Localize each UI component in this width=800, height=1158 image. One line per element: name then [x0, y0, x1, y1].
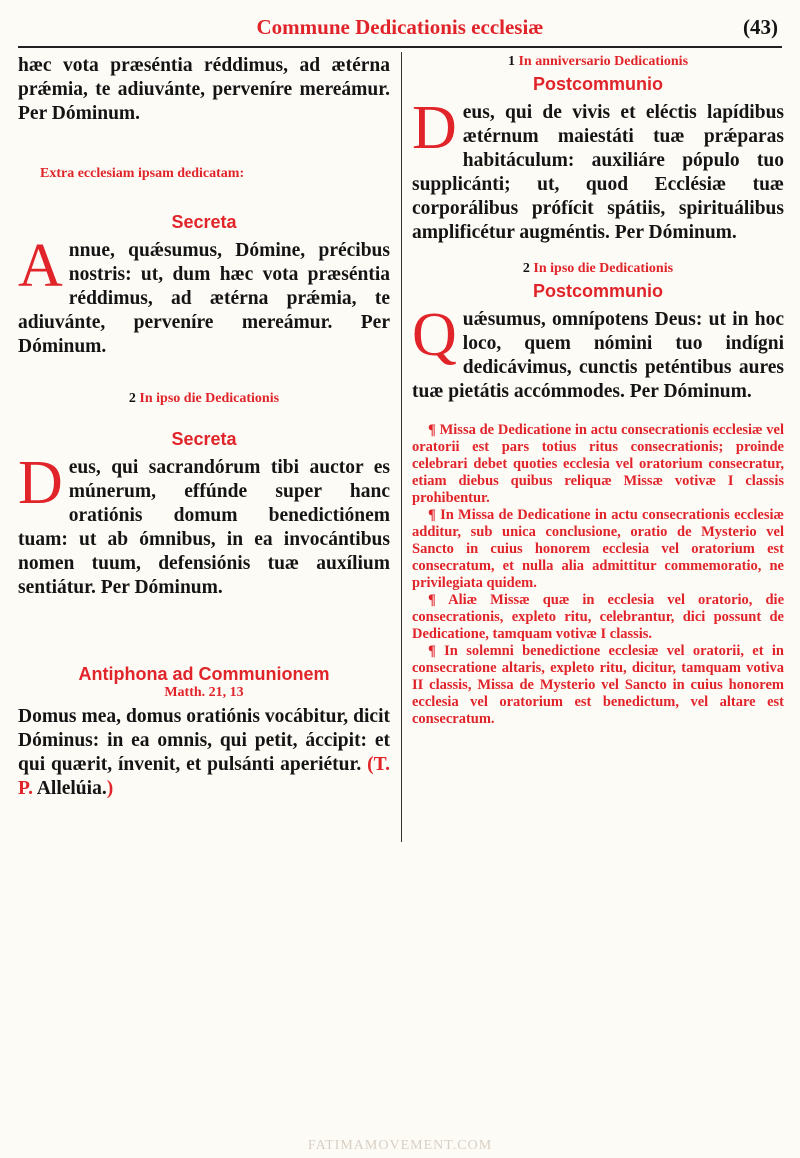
secreta-body-1: nnue, quǽsumus, Dómine, précibus nostris: ut, dum hæc vota præséntia réddimus, ad ætérna prǽmia, te adiuvánte, perveníre mereámur. Per Dóminum.: [18, 240, 390, 357]
antiphona-reference: Matth. 21, 13: [164, 685, 244, 700]
heading-label: In ipso die Dedicationis: [139, 391, 280, 406]
dropcap-q: Q: [412, 308, 457, 369]
page-number: (43): [743, 15, 778, 39]
heading-number: 1: [507, 54, 515, 69]
heading-anniversario: [412, 54, 784, 70]
heading-in-ipso-die-right: [412, 261, 784, 277]
heading-number: 2: [522, 261, 530, 276]
secreta-title-1: Secreta: [171, 212, 237, 232]
heading-in-ipso-die: [18, 391, 390, 407]
right-column: [412, 54, 784, 728]
postcommunio-body-2: uǽsumus, omnípotens Deus: ut in hoc loco, quem nómini tuo indígni dedicávimus, cunctis peténtibus aures tuæ pietátis accómmodes. Per Dóminum.: [412, 309, 784, 402]
rubric-note: ¶ In solemni benedictione ecclesiæ vel oratorii, et in consecratione altaris, expleto ritu, dicitur, tamquam votiva II classis, Missa de Mysterio vel Sancto in cuius honorem ecclesia vel oratorium est benedictum, vel altare est consecratum.: [412, 643, 784, 727]
antiphona-title: Antiphona ad Communionem: [78, 664, 330, 684]
column-divider: [401, 52, 402, 842]
dropcap-a: A: [18, 239, 63, 300]
left-column: [18, 54, 390, 801]
postcommunio-title-1: Postcommunio: [532, 74, 663, 94]
intro-text: hæc vota præséntia réddimus, ad ætérna prǽmia, te adiuvánte, perveníre mereámur. Per Dóminum.: [18, 55, 390, 124]
postcommunio-body-1: eus, qui de vivis et eléctis lapídibus ætérnum maiestáti tuæ prǽparas habitáculum: auxiliáre pópulo tuo supplicánti; ut, quod Ecclésiæ tuæ corporálibus prófícit spátiis, spirituálibus amplificétur augméntis. Per Dóminum.: [412, 102, 784, 243]
page-header: [18, 12, 782, 48]
postcommunio-text-2: [412, 308, 784, 404]
rubric-notes: [412, 422, 784, 728]
heading-number: 2: [128, 391, 136, 406]
dropcap-d: D: [18, 456, 63, 517]
alleluia-text: Allelúia.: [36, 778, 107, 799]
dropcap-d: D: [412, 101, 457, 162]
rubric-note: ¶ Missa de Dedicatione in actu consecrationis ecclesiæ vel oratorii est pars totius ritus consecrationis; proinde celebrari debet quoties ecclesia vel oratorium consecratur, etiam diebus quibus reliquæ Missæ votivæ I classis prohibentur.: [412, 422, 784, 506]
rubric-note: ¶ Aliæ Missæ quæ in ecclesia vel oratorio, die consecrationis, expleto ritu, celebrantur, dici possunt de Dedicatione, tamquam votivæ I classis.: [412, 592, 784, 642]
postcommunio-title-2: Postcommunio: [532, 281, 663, 301]
tempus-paschale-marker: (T. P.: [18, 754, 391, 799]
antiphona-text: [18, 705, 390, 801]
page-title: Commune Dedicationis ecclesiæ: [256, 15, 544, 39]
heading-label: In anniversario Dedicationis: [518, 54, 689, 69]
postcommunio-text-1: [412, 101, 784, 245]
rubric-extra-ecclesiam: Extra ecclesiam ipsam dedicatam:: [40, 166, 245, 181]
secreta-body-2: eus, qui sacrandórum tibi auctor es múnerum, effúnde super hanc oratiónis domum benedictiónem tuam: ut ab ómnibus, in ea invocántibus nomen tuum, defensiónis tuæ auxílium sentiátur. Per Dóminum.: [18, 457, 390, 598]
paren-close: ): [106, 778, 114, 799]
secreta-text-2: [18, 456, 390, 600]
watermark-footer: FATIMAMOVEMENT.COM: [307, 1138, 493, 1153]
heading-label: In ipso die Dedicationis: [533, 261, 674, 276]
secreta-text-1: [18, 239, 390, 359]
rubric-note: ¶ In Missa de Dedicatione in actu consecrationis ecclesiæ additur, sub unica conclusione, oratio de Mysterio vel Sancto in cuius honorem ecclesia vel oratorium est consecratum, et nulla alia admittitur commemoratio, ne privilegiata quidem.: [412, 507, 784, 591]
secreta-title-2: Secreta: [171, 429, 237, 449]
antiphona-body: Domus mea, domus oratiónis vocábitur, dicit Dóminus: in ea omnis, qui petit, áccipit: et qui quærit, ínvenit, et pulsánti aperiétur.: [18, 706, 390, 775]
